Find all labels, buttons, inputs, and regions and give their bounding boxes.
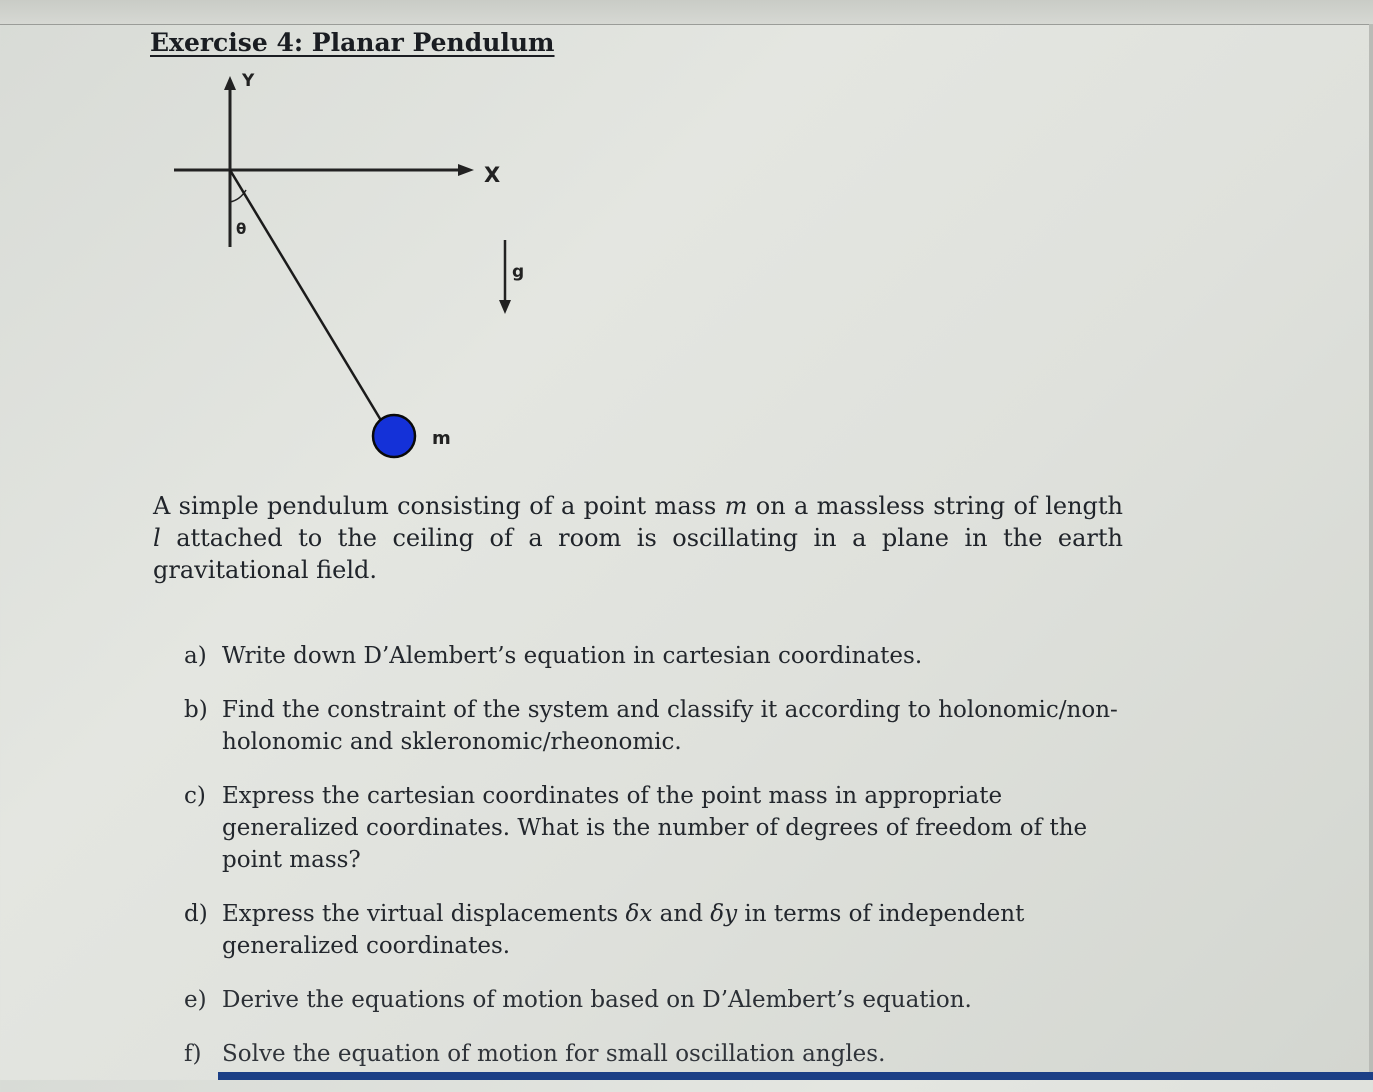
question-marker: e) <box>184 987 207 1013</box>
angle-theta-label: θ <box>236 220 247 238</box>
question-text: Write down D’Alembert’s equation in cartesian coordinates. <box>222 643 923 669</box>
question-marker: c) <box>184 783 206 809</box>
pendulum-diagram <box>160 62 540 472</box>
intro-text-1: A simple pendulum consisting of a point mass <box>153 492 725 520</box>
gravity-arrowhead <box>499 300 511 314</box>
mass-label: m <box>432 428 451 449</box>
question-text-after: in terms of independent generalized coordinates. <box>222 901 1025 959</box>
exercise-title: Exercise 4: Planar Pendulum <box>150 28 555 57</box>
pendulum-string <box>230 170 382 422</box>
point-mass <box>373 415 415 457</box>
question-text-before: Express the virtual displacements <box>222 901 626 927</box>
question-f <box>184 1038 1124 1070</box>
question-c <box>184 780 1124 876</box>
question-text: Express the cartesian coordinates of the point mass in appropriate generalized coordinates. What is the number of degrees of freedom of the point mass? <box>222 783 1088 873</box>
gravity-label: g <box>512 262 525 282</box>
question-marker: b) <box>184 697 208 723</box>
x-axis-arrowhead <box>458 164 474 176</box>
question-d <box>184 898 1124 962</box>
question-text: Solve the equation of motion for small oscillation angles. <box>222 1041 886 1067</box>
question-b <box>184 694 1124 758</box>
y-axis-arrowhead <box>224 76 236 90</box>
intro-text-2: on a massless string of length <box>747 492 1123 520</box>
intro-length-symbol: l <box>153 524 161 552</box>
x-axis-label: X <box>484 163 501 187</box>
question-marker: d) <box>184 901 208 927</box>
delta-y-symbol: δy <box>710 901 738 927</box>
question-text: Derive the equations of motion based on D’Alembert’s equation. <box>222 987 972 1013</box>
intro-text-3: attached to the ceiling of a room is oscillating in a plane in the earth gravitational field. <box>153 524 1123 584</box>
pendulum-svg <box>160 62 540 472</box>
taskbar-edge <box>218 1072 1373 1080</box>
question-list <box>184 640 1124 1092</box>
question-e <box>184 984 1124 1016</box>
question-marker: f) <box>184 1041 202 1067</box>
y-axis-label: Y <box>242 71 255 91</box>
problem-statement <box>153 490 1123 586</box>
question-a <box>184 640 1124 672</box>
question-text: Find the constraint of the system and classify it according to holonomic/non-holonomic and skleronomic/rheonomic. <box>222 697 1118 755</box>
question-marker: a) <box>184 643 207 669</box>
delta-x-symbol: δx <box>625 901 653 927</box>
intro-mass-symbol: m <box>724 492 748 520</box>
question-text-mid: and <box>652 901 711 927</box>
